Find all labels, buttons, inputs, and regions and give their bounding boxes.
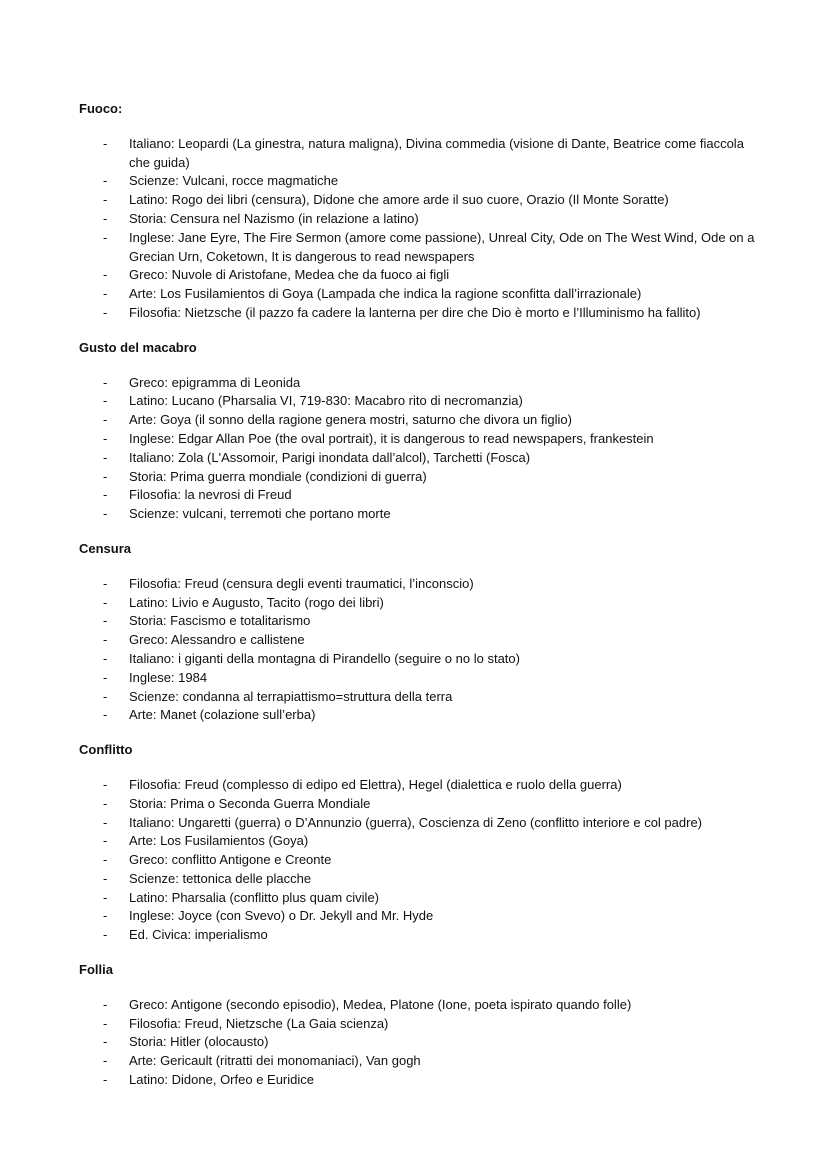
list-item bbox=[79, 926, 768, 945]
list-item bbox=[79, 486, 768, 505]
list-item bbox=[79, 612, 768, 631]
list-item bbox=[79, 411, 768, 430]
list-item-text: Inglese: 1984 bbox=[129, 669, 208, 685]
list-item bbox=[79, 996, 768, 1015]
list-item-text: Storia: Censura nel Nazismo (in relazione a latino) bbox=[129, 210, 419, 226]
list-item bbox=[79, 889, 768, 908]
section-heading: Censura bbox=[79, 540, 132, 556]
bullet-dash-icon: - bbox=[103, 996, 108, 1012]
bullet-dash-icon: - bbox=[103, 229, 108, 245]
bullet-dash-icon: - bbox=[103, 575, 108, 591]
list-item-text: Storia: Prima guerra mondiale (condizioni di guerra) bbox=[129, 468, 427, 484]
list-item-text: Arte: Los Fusilamientos (Goya) bbox=[129, 833, 309, 849]
list-item bbox=[79, 1052, 768, 1071]
bullet-dash-icon: - bbox=[103, 374, 108, 390]
bullet-dash-icon: - bbox=[103, 870, 108, 886]
bullet-dash-icon: - bbox=[103, 707, 108, 723]
bullet-dash-icon: - bbox=[103, 1015, 108, 1031]
list-item-text: Filosofia: la nevrosi di Freud bbox=[129, 487, 292, 503]
section-heading: Gusto del macabro bbox=[79, 339, 197, 355]
list-item-text: Arte: Goya (il sonno della ragione genera mostri, saturno che divora un figlio) bbox=[129, 412, 572, 428]
bullet-dash-icon: - bbox=[103, 506, 108, 522]
bullet-dash-icon: - bbox=[103, 487, 108, 503]
bullet-dash-icon: - bbox=[103, 430, 108, 446]
list-item bbox=[79, 814, 768, 833]
bullet-dash-icon: - bbox=[103, 650, 108, 666]
list-item-text: Scienze: condanna al terrapiattismo=struttura della terra bbox=[129, 688, 453, 704]
list-item-text: Latino: Pharsalia (conflitto plus quam civile) bbox=[129, 889, 380, 905]
bullet-dash-icon: - bbox=[103, 210, 108, 226]
bullet-dash-icon: - bbox=[103, 852, 108, 868]
list-item-text: Filosofia: Freud (complesso di edipo ed Elettra), Hegel (dialettica e ruolo della guerra) bbox=[129, 776, 622, 792]
bullet-dash-icon: - bbox=[103, 192, 108, 208]
list-item bbox=[79, 631, 768, 650]
list-item-text: Latino: Rogo dei libri (censura), Didone che amore arde il suo cuore, Orazio (Il Monte Soratte) bbox=[129, 192, 669, 208]
list-item-text: Greco: Antigone (secondo episodio), Medea, Platone (Ione, poeta ispirato quando folle) bbox=[129, 996, 632, 1012]
list-item bbox=[79, 870, 768, 889]
list-item bbox=[79, 449, 768, 468]
list-item bbox=[79, 575, 768, 594]
bullet-dash-icon: - bbox=[103, 927, 108, 943]
list-item-text: Italiano: i giganti della montagna di Pirandello (seguire o no lo stato) bbox=[129, 650, 520, 666]
list-item-text: Greco: epigramma di Leonida bbox=[129, 374, 301, 390]
list-item-text: Italiano: Leopardi (La ginestra, natura maligna), Divina commedia (visione di Dante, Beatrice come fiaccola che guida) bbox=[129, 135, 744, 170]
list-item-text: Filosofia: Freud (censura degli eventi traumatici, l’inconscio) bbox=[129, 575, 474, 591]
list-item-text: Filosofia: Nietzsche (il pazzo fa cadere la lanterna per dire che Dio è morto e l’Illuminismo ha fallito) bbox=[129, 304, 701, 320]
bullet-list bbox=[79, 135, 768, 323]
list-item-text: Storia: Prima o Seconda Guerra Mondiale bbox=[129, 795, 371, 811]
list-item bbox=[79, 706, 768, 725]
list-item-text: Ed. Civica: imperialismo bbox=[129, 927, 268, 943]
list-item bbox=[79, 851, 768, 870]
list-item-text: Latino: Didone, Orfeo e Euridice bbox=[129, 1072, 314, 1088]
list-item-text: Inglese: Edgar Allan Poe (the oval portrait), it is dangerous to read newspapers, frankestein bbox=[129, 430, 654, 446]
list-item-text: Arte: Los Fusilamientos di Goya (Lampada che indica la ragione sconfitta dall’irrazionale) bbox=[129, 286, 642, 302]
bullet-dash-icon: - bbox=[103, 468, 108, 484]
list-item bbox=[79, 1015, 768, 1034]
list-item bbox=[79, 266, 768, 285]
bullet-dash-icon: - bbox=[103, 669, 108, 685]
list-item bbox=[79, 832, 768, 851]
bullet-dash-icon: - bbox=[103, 173, 108, 189]
bullet-dash-icon: - bbox=[103, 632, 108, 648]
bullet-dash-icon: - bbox=[103, 833, 108, 849]
bullet-dash-icon: - bbox=[103, 613, 108, 629]
list-item bbox=[79, 468, 768, 487]
bullet-dash-icon: - bbox=[103, 594, 108, 610]
list-item-text: Greco: Nuvole di Aristofane, Medea che da fuoco ai figli bbox=[129, 267, 450, 283]
bullet-dash-icon: - bbox=[103, 393, 108, 409]
list-item bbox=[79, 172, 768, 191]
list-item bbox=[79, 505, 768, 524]
list-item-text: Arte: Manet (colazione sull’erba) bbox=[129, 707, 316, 723]
list-item bbox=[79, 285, 768, 304]
list-item bbox=[79, 191, 768, 210]
list-item-text: Arte: Gericault (ritratti dei monomaniaci), Van gogh bbox=[129, 1053, 421, 1069]
bullet-dash-icon: - bbox=[103, 286, 108, 302]
list-item-text: Inglese: Jane Eyre, The Fire Sermon (amore come passione), Unreal City, Ode on The West Wind, Ode on a Grecian Urn, Coketown, It is dangerous to read newspapers bbox=[129, 229, 755, 264]
list-item bbox=[79, 392, 768, 411]
list-item-text: Storia: Fascismo e totalitarismo bbox=[129, 613, 311, 629]
list-item bbox=[79, 594, 768, 613]
list-item bbox=[79, 210, 768, 229]
bullet-list bbox=[79, 996, 768, 1090]
bullet-dash-icon: - bbox=[103, 1034, 108, 1050]
list-item-text: Latino: Lucano (Pharsalia VI, 719-830: Macabro rito di necromanzia) bbox=[129, 393, 523, 409]
bullet-dash-icon: - bbox=[103, 776, 108, 792]
bullet-dash-icon: - bbox=[103, 889, 108, 905]
list-item-text: Scienze: vulcani, terremoti che portano morte bbox=[129, 506, 391, 522]
list-item-text: Inglese: Joyce (con Svevo) o Dr. Jekyll and Mr. Hyde bbox=[129, 908, 434, 924]
list-item-text: Italiano: Ungaretti (guerra) o D’Annunzio (guerra), Coscienza di Zeno (conflitto interiore e col padre) bbox=[129, 814, 703, 830]
bullet-dash-icon: - bbox=[103, 908, 108, 924]
section-heading: Conflitto bbox=[79, 742, 133, 758]
list-item-text: Scienze: Vulcani, rocce magmatiche bbox=[129, 173, 339, 189]
bullet-dash-icon: - bbox=[103, 449, 108, 465]
list-item bbox=[79, 650, 768, 669]
list-item-text: Italiano: Zola (L'Assomoir, Parigi inondata dall’alcol), Tarchetti (Fosca) bbox=[129, 449, 531, 465]
list-item-text: Filosofia: Freud, Nietzsche (La Gaia scienza) bbox=[129, 1015, 389, 1031]
list-item-text: Scienze: tettonica delle placche bbox=[129, 870, 312, 886]
list-item-text: Storia: Hitler (olocausto) bbox=[129, 1034, 269, 1050]
bullet-dash-icon: - bbox=[103, 135, 108, 151]
list-item-text: Greco: conflitto Antigone e Creonte bbox=[129, 852, 332, 868]
bullet-dash-icon: - bbox=[103, 795, 108, 811]
list-item bbox=[79, 1071, 768, 1090]
list-item bbox=[79, 135, 768, 173]
list-item-text: Latino: Livio e Augusto, Tacito (rogo dei libri) bbox=[129, 594, 384, 610]
bullet-list bbox=[79, 776, 768, 945]
section-heading: Fuoco: bbox=[79, 101, 123, 116]
list-item bbox=[79, 229, 768, 267]
list-item bbox=[79, 1033, 768, 1052]
list-item bbox=[79, 776, 768, 795]
list-item-text: Greco: Alessandro e callistene bbox=[129, 632, 305, 648]
bullet-dash-icon: - bbox=[103, 1053, 108, 1069]
bullet-dash-icon: - bbox=[103, 412, 108, 428]
list-item bbox=[79, 304, 768, 323]
bullet-dash-icon: - bbox=[103, 1072, 108, 1088]
list-item bbox=[79, 795, 768, 814]
bullet-dash-icon: - bbox=[103, 688, 108, 704]
bullet-list bbox=[79, 374, 768, 524]
list-item bbox=[79, 907, 768, 926]
bullet-dash-icon: - bbox=[103, 267, 108, 283]
bullet-list bbox=[79, 575, 768, 725]
list-item bbox=[79, 374, 768, 393]
bullet-dash-icon: - bbox=[103, 304, 108, 320]
list-item bbox=[79, 430, 768, 449]
list-item bbox=[79, 688, 768, 707]
section-heading: Follia bbox=[79, 962, 113, 978]
list-item bbox=[79, 669, 768, 688]
bullet-dash-icon: - bbox=[103, 814, 108, 830]
